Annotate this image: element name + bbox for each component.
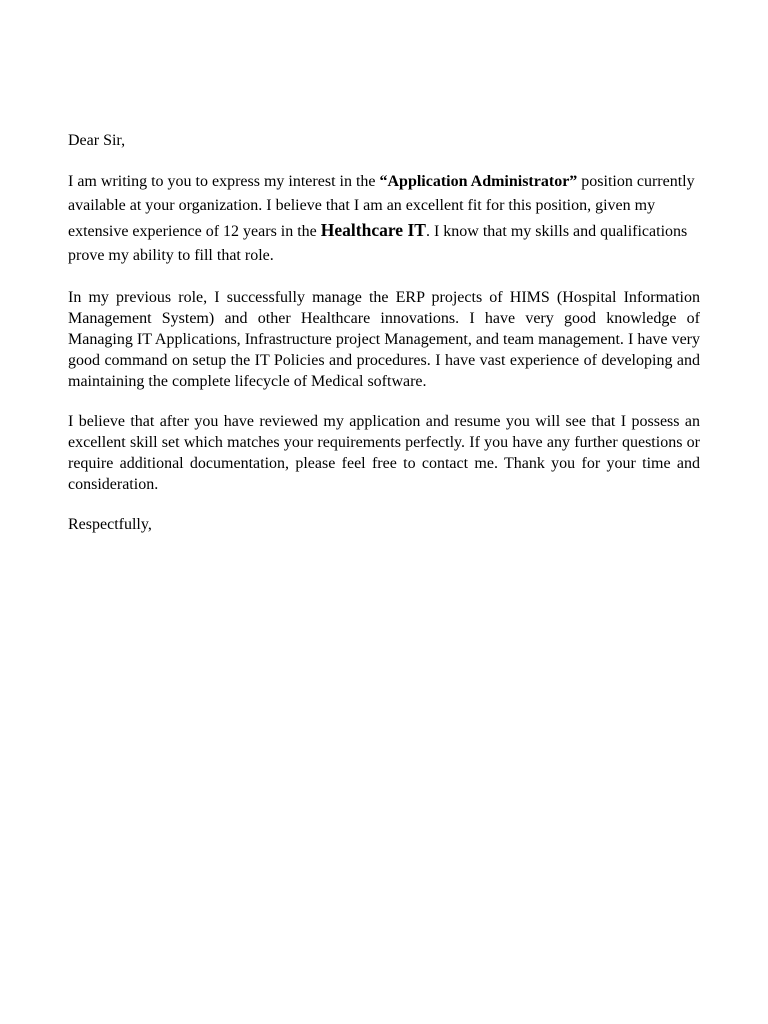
sign-off: Respectfully, [68, 516, 152, 533]
letter-body [68, 130, 700, 536]
intro-text-part1: I am writing to you to express my interest in the [68, 173, 380, 190]
position-title: “Application Administrator” [379, 173, 578, 190]
field-highlight: Healthcare IT [320, 220, 426, 240]
experience-paragraph: In my previous role, I successfully manage the ERP projects of HIMS (Hospital Information Management System) and other Healthcare innovations. I have very good knowledge of Managing IT Applications, Infrastructure project Management, and team management. I have very good command on setup the IT Policies and procedures. I have vast experience of developing and maintaining the complete lifecycle of Medical software. [68, 289, 700, 390]
intro-text-part2: position currently available at your organization. I believe that I am an excellent fit for this position, given my extensive experience of 12 years in the [68, 173, 695, 240]
closing-paragraph: I believe that after you have reviewed my application and resume you will see that I possess an excellent skill set which matches your requirements perfectly. If you have any further questions or require additional documentation, please feel free to contact me. Thank you for your time and consideration. [68, 413, 700, 493]
intro-paragraph [68, 170, 700, 268]
salutation: Dear Sir, [68, 132, 126, 149]
intro-text-part3: . I know that my skills and qualifications prove my ability to fill that role. [68, 223, 688, 264]
